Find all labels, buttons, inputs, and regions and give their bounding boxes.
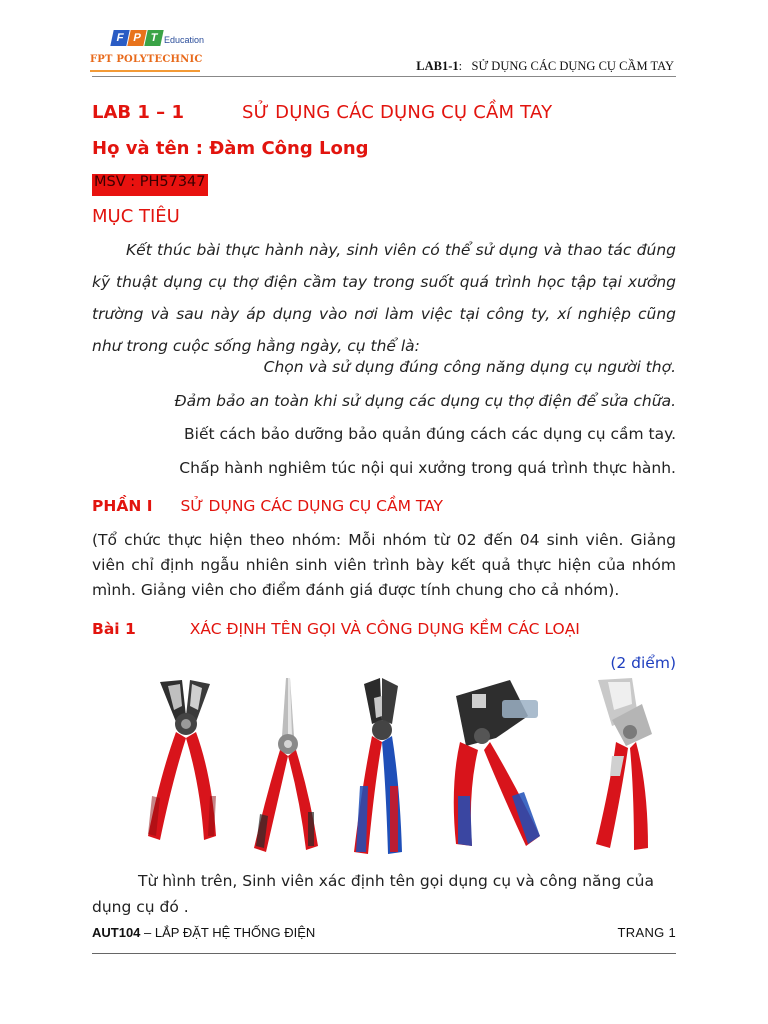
course-separator: – [140,925,155,940]
header-lab-title: SỬ DỤNG CÁC DỤNG CỤ CẦM TAY [471,59,674,73]
objectives-heading: MỤC TIÊU [92,206,180,227]
logo-letter-f: F [110,30,129,46]
part-note: (Tổ chức thực hiện theo nhóm: Mỗi nhóm từ 02 đến 04 sinh viên. Giảng viên chỉ định ngẫu nhiên sinh viên trình bày kết quả thực hiện của nhóm mình. Giảng viên cho điểm đánh giá được tính chung cho cả nhóm). [92,531,676,599]
logo-underline [90,70,200,72]
lab-heading: SỬ DỤNG CÁC DỤNG CỤ CẦM TAY [241,102,553,123]
header-lab-code: LAB1-1 [416,59,459,73]
exercise-heading [92,620,580,638]
student-name: Họ và tên : Đàm Công Long [92,138,369,159]
logo-letter-t: T [144,30,163,46]
tool-images [130,676,690,862]
wire-stripper-icon [436,676,554,862]
pliers-wrench-icon [572,676,672,862]
logo-polytechnic-text: FPT POLYTECHNIC [90,54,203,65]
course-name: LẮP ĐẶT HỆ THỐNG ĐIỆN [154,925,316,940]
page-number: TRANG 1 [617,925,676,940]
page-footer [92,925,676,940]
part-heading [92,497,443,515]
combination-pliers-icon [130,676,240,862]
diagonal-cutters-icon [340,676,420,862]
footer-divider [92,953,676,954]
objectives-intro: Kết thúc bài thực hành này, sinh viên có thể sử dụng và thao tác đúng kỹ thuật dụng cụ thợ điện cầm tay trong suốt quá trình học tập tại xưởng trường và sau này áp dụng vào nơi làm việc tại công ty, xí nghiệp cũng như trong cuộc sống hằng ngày, cụ thể là: [92,241,676,355]
part-label: PHẦN I [92,497,153,515]
instruction-text: Từ hình trên, Sinh viên xác định tên gọi dụng cụ và công năng của dụng cụ đó . [92,872,654,916]
running-header: LAB1-1: SỬ DỤNG CÁC DỤNG CỤ CẦM TAY [416,59,674,73]
exercise-points: (2 điểm) [610,654,676,672]
objective-item: Chọn và sử dụng đúng công năng dụng cụ người thợ. [263,358,676,376]
objective-item: Biết cách bảo dưỡng bảo quản đúng cách các dụng cụ cầm tay. [184,425,676,443]
exercise-title: XÁC ĐỊNH TÊN GỌI VÀ CÔNG DỤNG KỀM CÁC LOẠI [189,620,580,638]
needle-nose-pliers-icon [244,676,334,862]
fpt-logo-mark [112,30,162,46]
part-title: SỬ DỤNG CÁC DỤNG CỤ CẦM TAY [180,497,444,515]
logo-letter-p: P [127,30,146,46]
lab-title [92,102,552,123]
course-code: AUT104 [92,925,141,940]
exercise-label: Bài 1 [92,620,136,638]
objective-item: Chấp hành nghiêm túc nội qui xưởng trong quá trình thực hành. [179,459,676,477]
student-id-highlight: MSV : PH57347 [92,174,208,196]
lab-number: LAB 1 – 1 [92,102,184,123]
objective-item: Đảm bảo an toàn khi sử dụng các dụng cụ thợ điện để sửa chữa. [174,392,676,410]
header-divider [92,76,676,77]
fpt-polytechnic-logo [90,26,210,70]
logo-education-text: Education [164,35,205,45]
